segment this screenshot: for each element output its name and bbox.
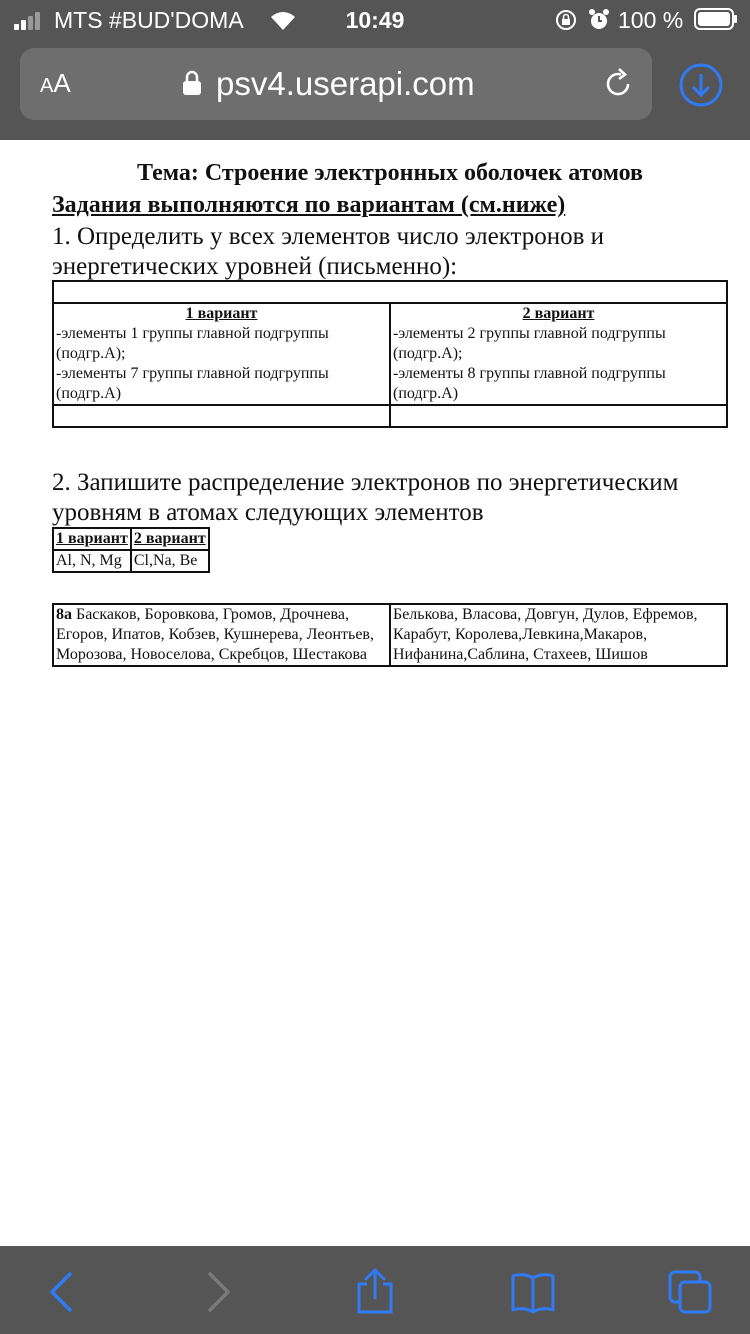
table-empty-cell bbox=[53, 405, 390, 427]
back-arrow-icon[interactable] bbox=[38, 1268, 86, 1316]
status-time: 10:49 bbox=[345, 7, 405, 33]
table-empty-row bbox=[53, 281, 727, 303]
tabs-icon[interactable] bbox=[666, 1268, 714, 1316]
padlock-icon bbox=[182, 70, 202, 96]
elements-variant-2: Cl,Na, Be bbox=[131, 550, 209, 572]
battery-percentage: 100 % bbox=[618, 7, 684, 33]
students-group-2: Белькова, Власова, Довгун, Дулов, Ефремов, Карабут, Королева,Левкина,Макаров, Нифанина,Саблина, Стахеев, Шишов bbox=[390, 604, 727, 666]
variants-table bbox=[52, 280, 728, 428]
bookmarks-icon[interactable] bbox=[509, 1268, 557, 1316]
elements-header-1: 1 вариант bbox=[53, 528, 131, 550]
variant-2-header: 2 вариант bbox=[522, 305, 595, 322]
table-empty-cell bbox=[390, 405, 727, 427]
browser-top-bar bbox=[0, 0, 750, 140]
share-icon[interactable] bbox=[351, 1268, 399, 1316]
variant-1-cell bbox=[53, 303, 390, 405]
rotation-lock-icon bbox=[555, 9, 577, 31]
elements-variant-1: Al, N, Mg bbox=[53, 550, 131, 572]
elements-table bbox=[52, 527, 210, 573]
variant-2-cell bbox=[390, 303, 727, 405]
browser-bottom-toolbar bbox=[0, 1246, 750, 1334]
status-bar bbox=[0, 0, 750, 42]
variant-2-line-2: -элементы 8 группы главной подгруппы (подгр.А) bbox=[393, 365, 666, 402]
students-group-1-names: Баскаков, Боровкова, Громов, Дрочнева, Егоров, Ипатов, Кобзев, Кушнерева, Леонтьев, Морозова, Новоселова, Скребцов, Шестакова bbox=[56, 606, 374, 663]
download-icon[interactable] bbox=[678, 62, 724, 108]
variant-1-header: 1 вариант bbox=[185, 305, 258, 322]
alarm-icon bbox=[588, 8, 610, 32]
battery-icon bbox=[694, 8, 738, 30]
url-text[interactable]: psv4.userapi.com bbox=[216, 65, 475, 102]
forward-arrow-icon[interactable] bbox=[194, 1268, 242, 1316]
reload-icon[interactable] bbox=[600, 66, 636, 102]
class-label: 8а bbox=[56, 606, 72, 623]
address-bar[interactable] bbox=[20, 48, 652, 120]
text-size-button[interactable]: AA bbox=[40, 68, 71, 98]
variant-1-line-1: -элементы 1 группы главной подгруппы (подгр.А); bbox=[56, 325, 329, 362]
carrier-name: MTS #BUD'DOMA bbox=[54, 7, 244, 33]
variant-1-line-2: -элементы 7 группы главной подгруппы (подгр.А) bbox=[56, 365, 329, 402]
task-1-text: 1. Определить у всех элементов число электронов и энергетических уровней (письменно): bbox=[52, 223, 605, 280]
students-group-1 bbox=[53, 604, 390, 666]
document-title: Тема: Строение электронных оболочек атомов bbox=[136, 160, 644, 186]
document-subtitle: Задания выполняются по вариантам (см.ниже) bbox=[52, 192, 566, 218]
elements-header-2: 2 вариант bbox=[131, 528, 209, 550]
variant-2-line-1: -элементы 2 группы главной подгруппы (подгр.А); bbox=[393, 325, 666, 362]
task-2-text: 2. Запишите распределение электронов по энергетическим уровням в атомах следующих элементов bbox=[52, 469, 679, 526]
students-table bbox=[52, 603, 728, 667]
